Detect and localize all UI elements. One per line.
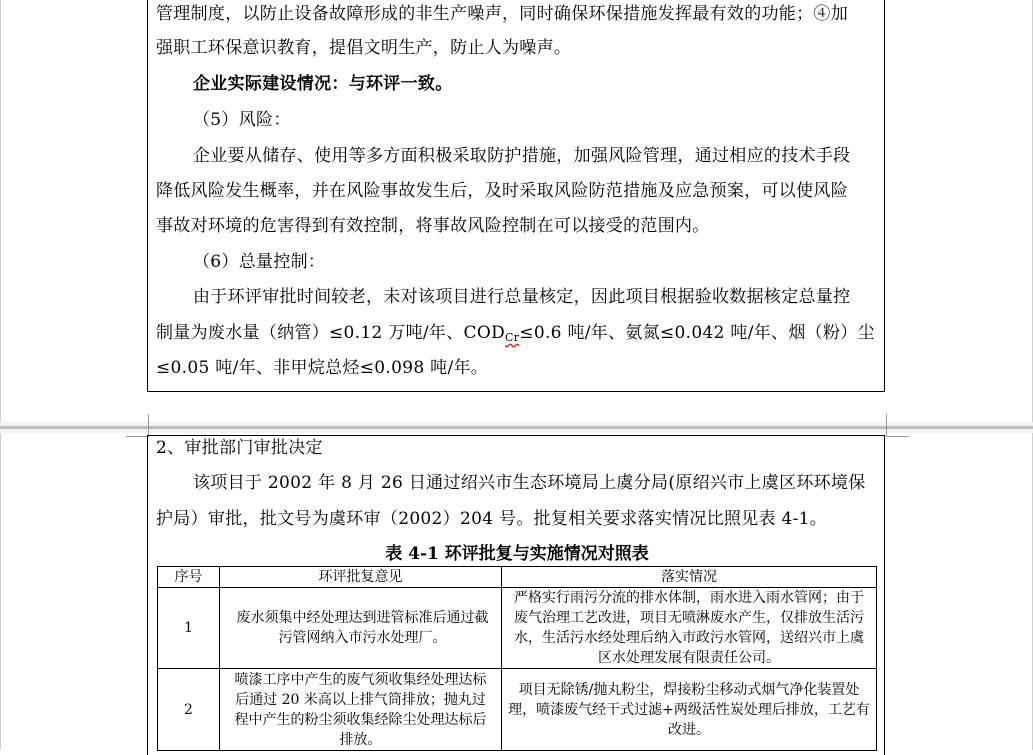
header-cell: 序号	[158, 567, 220, 588]
comparison-table	[157, 566, 877, 751]
total-control-heading: （6）总量控制：	[193, 252, 326, 272]
table-title: 表 4-1 环评批复与实施情况对照表	[385, 544, 649, 564]
page-edge-left	[0, 0, 1, 750]
table-row	[158, 669, 877, 751]
paragraph-line: 事故对环境的危害得到有效控制，将事故风险控制在可以接受的范围内。	[156, 216, 710, 236]
paragraph-line: ≤0.05 吨/年、非甲烷总烃≤0.098 吨/年。	[156, 358, 489, 378]
paragraph-line: 该项目于 2002 年 8 月 26 日通过绍兴市生态环境局上虞分局(原绍兴市上虞区环环境保	[193, 473, 866, 493]
text-run: 制量为废水量（纳管）≤0.12 万吨/年、COD	[156, 323, 506, 343]
table-row	[158, 588, 877, 669]
paragraph-line: 护局）审批，批文号为虞环审（2002）204 号。批复相关要求落实情况比照见表 4-1。	[156, 509, 828, 529]
paragraph-line: 管理制度，以防止设备故障形成的非生产噪声，同时确保环保措施发挥最有效的功能；④加	[156, 4, 848, 24]
approval-opinion-cell: 喷漆工序中产生的废气须收集经处理达标后通过 20 米高以上排气筒排放；抛丸过程中产生的粉尘须收集经除尘处理达标后排放。	[220, 669, 502, 751]
approval-opinion-cell: 废水须集中经处理达到进管标准后通过截污管网纳入市污水处理厂。	[220, 588, 502, 669]
header-cell: 环评批复意见	[220, 567, 502, 588]
row-number: 2	[158, 669, 220, 751]
implementation-status-cell: 严格实行雨污分流的排水体制，雨水进入雨水管网；由于废气治理工艺改进，项目无喷淋废水产生，仅排放生活污水，生活污水经处理后纳入市政污水管网，送绍兴市上虞区水处理发展有限责任公司。	[502, 588, 877, 669]
construction-status-line: 企业实际建设情况：与环评一致。	[193, 74, 453, 94]
section-heading: 2、审批部门审批决定	[156, 438, 323, 458]
text-run: ≤0.6 吨/年、氨氮≤0.042 吨/年、烟（粉）尘	[519, 323, 875, 343]
row-number: 1	[158, 588, 220, 669]
table-header-row	[158, 567, 877, 588]
paragraph-line: 强职工环保意识教育，提倡文明生产，防止人为噪声。	[156, 38, 572, 58]
risk-heading: （5）风险：	[193, 110, 291, 130]
implementation-status-cell: 项目无除锈/抛丸粉尘，焊接粉尘移动式烟气净化装置处理，喷漆废气经干式过滤+两级活性炭处理后排放，工艺有改进。	[502, 669, 877, 751]
crop-mark	[126, 414, 149, 437]
paragraph-line: 企业要从储存、使用等多方面积极采取防护措施，加强风险管理，通过相应的技术手段	[193, 146, 851, 166]
crop-mark	[886, 414, 909, 437]
paragraph-line: 由于环评审批时间较老，未对该项目进行总量核定，因此项目根据验收数据核定总量控	[193, 287, 851, 307]
paragraph-line	[156, 316, 878, 355]
paragraph-line: 降低风险发生概率，并在风险事故发生后，及时采取风险防范措施及应急预案，可以使风险	[156, 181, 848, 201]
header-cell: 落实情况	[502, 567, 877, 588]
subscript-text: Cr	[505, 331, 520, 344]
